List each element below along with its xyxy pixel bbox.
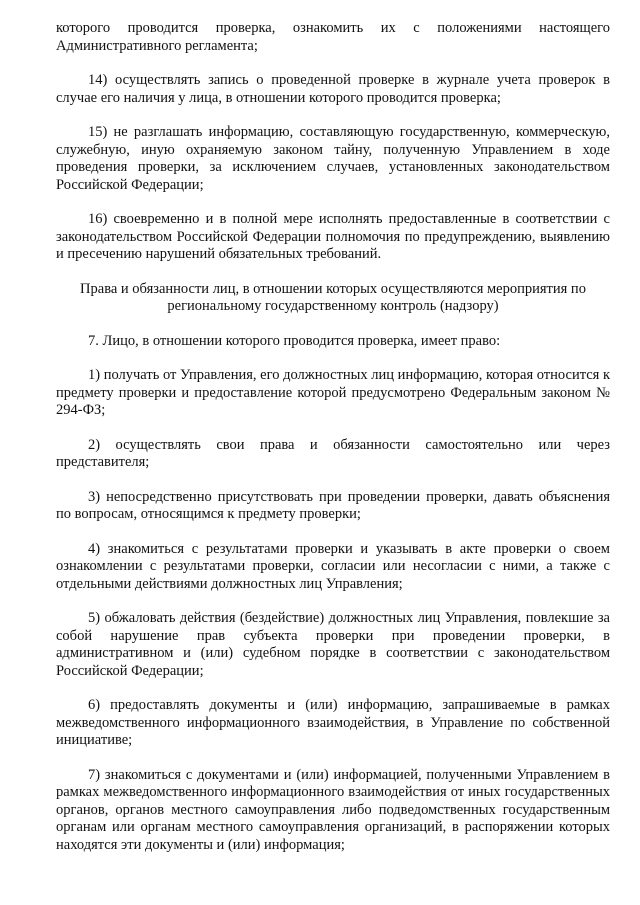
paragraph-item-14: 14) осуществлять запись о проведенной проверке в журнале учета проверок в случае его наличия у лица, в отношении которого проводится проверка; [56,72,610,106]
clause-7: 7. Лицо, в отношении которого проводится проверка, имеет право: [88,332,501,349]
paragraph-item-16: 16) своевременно и в полной мере исполнять предоставленные в соответствии с законодательством Российской Федерации полномочия по предупреждению, выявлению и пресечению нарушений обязательных требований. [56,211,610,262]
document-page [56,20,610,871]
right-item-5: 5) обжаловать действия (бездействие) должностных лиц Управления, повлекшие за собой нарушение прав субъекта проверки при проведении проверки, в административном и (или) судебном порядке в соответствии с законодательством Российской Федерации; [56,610,610,679]
right-item-2: 2) осуществлять свои права и обязанности самостоятельно или через представителя; [56,436,610,470]
paragraph-item-15: 15) не разглашать информацию, составляющую государственную, коммерческую, служебную, иную охраняемую законом тайну, полученную Управлением в ходе проведения проверки, за исключением случаев, установленных законодательством Российской Федерации; [56,124,610,193]
right-item-4: 4) знакомиться с результатами проверки и указывать в акте проверки о своем ознакомлении с результатами проверки, согласии или несогласии с ними, а также с отдельными действиями должностных лиц Управления; [56,540,610,592]
right-item-7: 7) знакомиться с документами и (или) информацией, полученными Управлением в рамках межведомственного информационного взаимодействия от иных государственных органов, органов местного самоуправления либо подведомственных государственным органам или органам местного самоуправления организаций, в распоряжении которых находятся эти документы и (или) информация; [56,766,610,853]
right-item-1: 1) получать от Управления, его должностных лиц информацию, которая относится к предмету проверки и предоставление которой предусмотрено Федеральным законом № 294-ФЗ; [56,367,610,418]
section-heading: Права и обязанности лиц, в отношении которых осуществляются мероприятия по региональному государственному контроль (надзору) [80,280,586,314]
right-item-3: 3) непосредственно присутствовать при проведении проверки, давать объяснения по вопросам, относящимся к предмету проверки; [56,488,610,522]
paragraph-continuation: которого проводится проверка, ознакомить их с положениями настоящего Административного регламента; [56,20,610,54]
right-item-6: 6) предоставлять документы и (или) информацию, запрашиваемые в рамках межведомственного информационного взаимодействия, в Управление по собственной инициативе; [56,697,610,748]
